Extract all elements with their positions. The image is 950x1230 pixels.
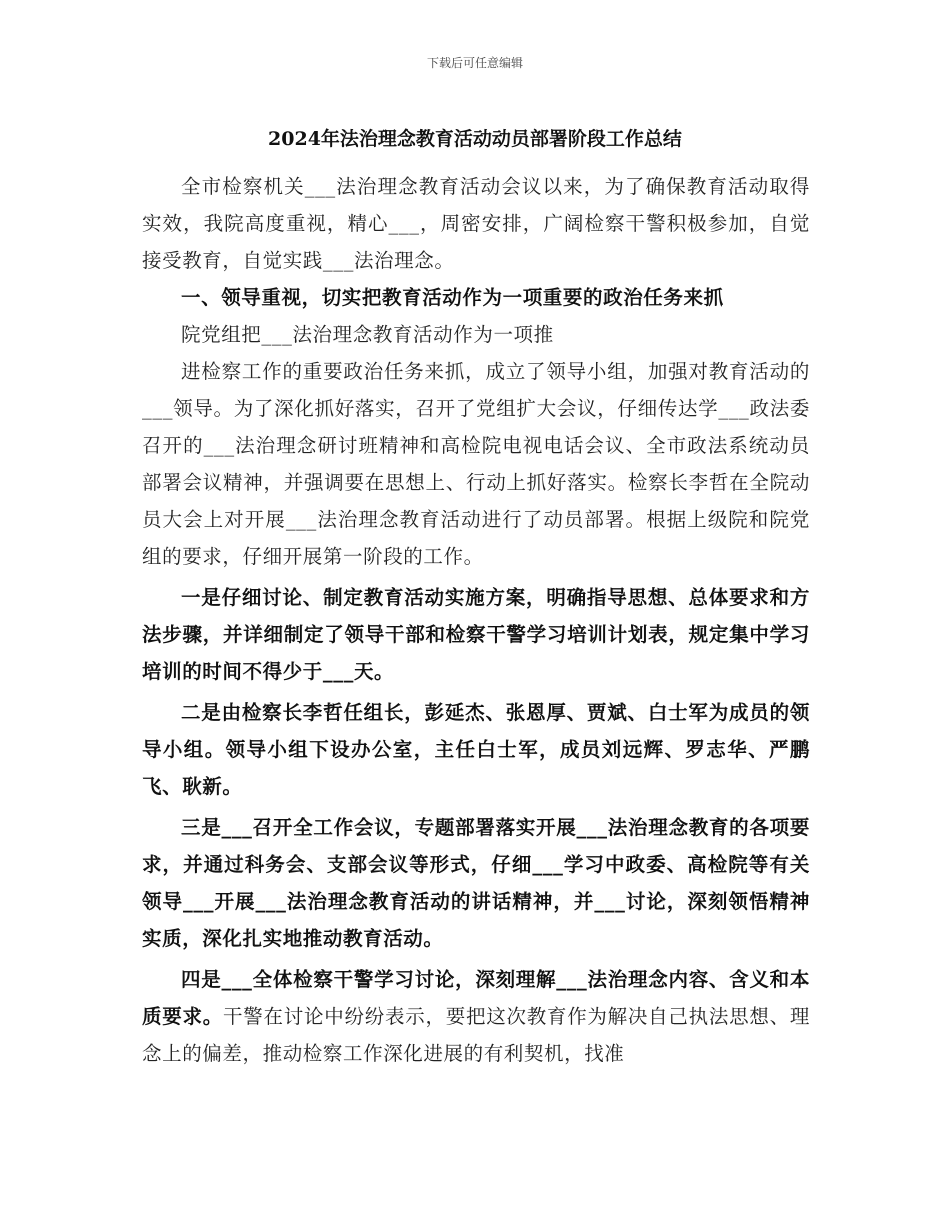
document-body [142,168,810,1072]
document-title: 2024年法治理念教育活动动员部署阶段工作总结 [268,128,682,150]
point-one-paragraph: 一是仔细讨论、制定教育活动实施方案，明确指导思想、总体要求和方法步骤，并详细制定了领导干部和检察干警学习培训计划表，规定集中学习培训的时间不得少于___天。 [142,586,810,683]
page-header: 下载后可任意编辑 [426,56,523,70]
point-two-paragraph: 二是由检察长李哲任组长，彭延杰、张恩厚、贾斌、白士军为成员的领导小组。领导小组下设办公室，主任白士军，成员刘远辉、罗志华、严鹏飞、耿新。 [142,701,810,798]
point-four-text: 干警在讨论中纷纷表示，要把这次教育作为解决自己执法思想、理念上的偏差，推动检察工作深化进展的有利契机，找准 [142,1005,811,1065]
point-three-paragraph: 三是___召开全工作会议，专题部署落实开展___法治理念教育的各项要求，并通过科务会、支部会议等形式，仔细___学习中政委、高检院等有关领导___开展___法治理念教育活动的讲话精神，并___讨论，深刻领悟精神实质，深化扎实地推动教育活动。 [142,816,810,950]
point-four-lead: 四是___全体检察干警学习讨论，深刻理解___法治理念内容、含义和本质要求。 [142,968,810,1028]
section-heading: 一、领导重视，切实把教育活动作为一项重要的政治任务来抓 [181,286,724,309]
body-paragraph: 院党组把___法治理念教育活动作为一项推 [181,323,554,346]
point-four-paragraph [142,961,810,1072]
intro-paragraph: 全市检察机关___法治理念教育活动会议以来，为了确保教育活动取得实效，我院高度重视，精心___，周密安排，广阔检察干警积极参加，自觉接受教育，自觉实践___法治理念。 [142,175,810,272]
body-paragraph: 进检察工作的重要政治任务来抓，成立了领导小组，加强对教育活动的___领导。为了深化抓好落实，召开了党组扩大会议，仔细传达学___政法委召开的___法治理念研讨班精神和高检院电视电话会议、全市政法系统动员部署会议精神，并强调要在思想上、行动上抓好落实。检察长李哲在全院动员大会上对开展___法治理念教育活动进行了动员部署。根据上级院和院党组的要求，仔细开展第一阶段的工作。 [142,360,810,568]
